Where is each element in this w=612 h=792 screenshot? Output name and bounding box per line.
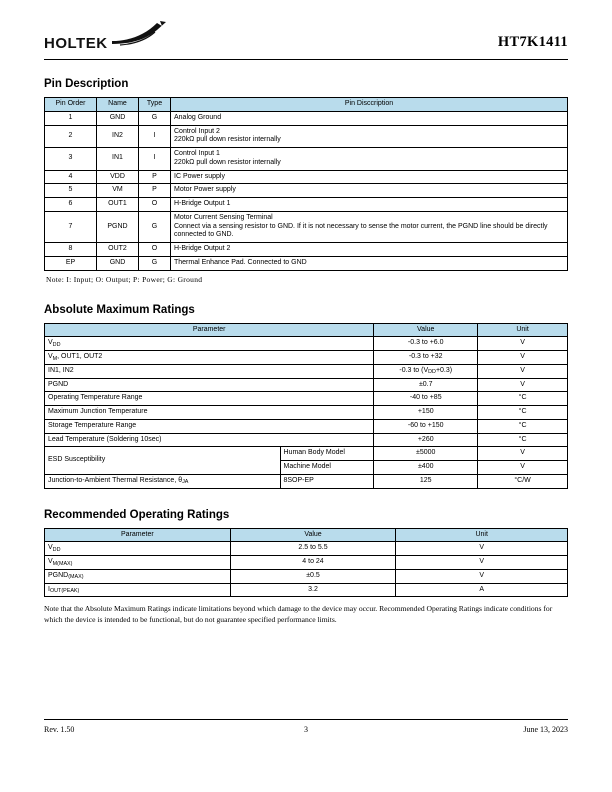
column-header-parameter: Parameter (45, 323, 374, 337)
cell-parameter: PGND (45, 378, 374, 392)
cell-unit: V (478, 351, 568, 365)
cell-unit: V (396, 556, 568, 570)
page-footer (44, 719, 568, 734)
cell-pin-type: I (139, 148, 171, 171)
footer-date: June 13, 2023 (523, 725, 568, 734)
table-row (45, 243, 568, 257)
column-header-name: Name (97, 98, 139, 112)
cell-unit: °C (478, 406, 568, 420)
cell-pin-order: 2 (45, 125, 97, 148)
absolute-maximum-ratings-table (44, 323, 568, 489)
table-row (45, 569, 568, 583)
table-row (45, 447, 568, 461)
cell-pin-description: Motor Current Sensing Terminal Connect via a sensing resistor to GND. If it is not necessary to sense the motor current, the PGND line should be directly connected to GND. (171, 211, 568, 242)
section-title-absolute-maximum-ratings: Absolute Maximum Ratings (44, 303, 195, 316)
table-row (45, 392, 568, 406)
table-row (45, 198, 568, 212)
column-header-description: Pin Disccription (171, 98, 568, 112)
pin-description-note: Note: I: Input; O: Output; P: Power; G: Ground (46, 274, 203, 284)
cell-value: +150 (374, 406, 478, 420)
table-row (45, 351, 568, 365)
table-row (45, 542, 568, 556)
table-row (45, 111, 568, 125)
cell-pin-name: OUT1 (97, 198, 139, 212)
cell-parameter: $V_{DD}$ (45, 542, 231, 556)
cell-pin-type: G (139, 256, 171, 270)
cell-value: ±0.5 (230, 569, 396, 583)
cell-unit: V (396, 542, 568, 556)
cell-pin-type: P (139, 184, 171, 198)
cell-parameter-condition: Human Body Model (280, 447, 374, 461)
table-row (45, 256, 568, 270)
cell-unit: V (478, 337, 568, 351)
cell-pin-type: P (139, 170, 171, 184)
cell-parameter: IN1, IN2 (45, 364, 374, 378)
part-number-title: HT7K1411 (497, 34, 568, 50)
column-header-unit: Unit (396, 528, 568, 542)
cell-pin-name: OUT2 (97, 243, 139, 257)
footer-revision: Rev. 1.50 (44, 725, 75, 734)
cell-pin-name: VM (97, 184, 139, 198)
cell-parameter: $PGND_{(MAX)}$ (45, 569, 231, 583)
logo-text: HOLTEK (44, 35, 108, 52)
table-row (45, 364, 568, 378)
cell-pin-order: 6 (45, 198, 97, 212)
cell-parameter-condition: Machine Model (280, 461, 374, 475)
column-header-parameter: Parameter (45, 528, 231, 542)
cell-pin-description: Analog Ground (171, 111, 568, 125)
cell-pin-order: 3 (45, 148, 97, 171)
cell-parameter: ESD Susceptibility (45, 447, 281, 475)
table-row (45, 583, 568, 597)
cell-unit: V (478, 447, 568, 461)
cell-value: ±0.7 (374, 378, 478, 392)
cell-pin-type: O (139, 243, 171, 257)
cell-pin-description: Thermal Enhance Pad. Connected to GND (171, 256, 568, 270)
pin-description-table (44, 97, 568, 271)
cell-unit: °C (478, 419, 568, 433)
table-row (45, 148, 568, 171)
cell-value: 3.2 (230, 583, 396, 597)
cell-pin-description: H-Bridge Output 2 (171, 243, 568, 257)
table-header-row (45, 323, 568, 337)
cell-value: +260 (374, 433, 478, 447)
cell-value: 2.5 to 5.5 (230, 542, 396, 556)
table-row (45, 474, 568, 488)
section-title-recommended-operating-ratings: Recommended Operating Ratings (44, 508, 230, 521)
cell-parameter: Storage Temperature Range (45, 419, 374, 433)
cell-value: 125 (374, 474, 478, 488)
cell-pin-name: GND (97, 111, 139, 125)
cell-pin-name: PGND (97, 211, 139, 242)
cell-parameter: $V_{DD}$ (45, 337, 374, 351)
table-row (45, 406, 568, 420)
table-row (45, 419, 568, 433)
cell-unit: °C/W (478, 474, 568, 488)
cell-unit: A (396, 583, 568, 597)
cell-pin-type: G (139, 211, 171, 242)
table-row (45, 184, 568, 198)
cell-parameter: $V_M$, OUT1, OUT2 (45, 351, 374, 365)
table-header-row (45, 528, 568, 542)
table-row (45, 211, 568, 242)
holtek-logo (44, 22, 168, 53)
cell-unit: V (396, 569, 568, 583)
cell-pin-order: 5 (45, 184, 97, 198)
cell-value: 4 to 24 (230, 556, 396, 570)
table-row (45, 556, 568, 570)
cell-parameter: Operating Temperature Range (45, 392, 374, 406)
cell-pin-name: IN1 (97, 148, 139, 171)
cell-parameter: $V_{M(MAX)}$ (45, 556, 231, 570)
column-header-unit: Unit (478, 323, 568, 337)
column-header-value: Value (230, 528, 396, 542)
cell-unit: °C (478, 392, 568, 406)
cell-value: -0.3 to +6.0 (374, 337, 478, 351)
cell-unit: V (478, 461, 568, 475)
cell-pin-name: GND (97, 256, 139, 270)
cell-value: ±400 (374, 461, 478, 475)
cell-pin-order: 4 (45, 170, 97, 184)
column-header-pin-order: Pin Order (45, 98, 97, 112)
holtek-swoosh-icon (110, 20, 168, 51)
recommended-operating-ratings-table (44, 528, 568, 598)
cell-pin-description: Control Input 1 220kΩ pull down resistor internally (171, 148, 568, 171)
recommended-ratings-footnote: Note that the Absolute Maximum Ratings indicate limitations beyond which damage to the device may occur. Recommended Operating Ratings indicate conditions for which the device is intended to be functional, but do not guarantee specified performance limits. (44, 604, 553, 625)
page-header (44, 22, 568, 60)
cell-pin-description: Control Input 2 220kΩ pull down resistor internally (171, 125, 568, 148)
cell-pin-order: 7 (45, 211, 97, 242)
cell-pin-description: Motor Power supply (171, 184, 568, 198)
cell-pin-description: H-Bridge Output 1 (171, 198, 568, 212)
cell-value: -60 to +150 (374, 419, 478, 433)
cell-pin-type: G (139, 111, 171, 125)
cell-unit: V (478, 364, 568, 378)
cell-pin-description: IC Power supply (171, 170, 568, 184)
column-header-value: Value (374, 323, 478, 337)
cell-value: -40 to +85 (374, 392, 478, 406)
footer-page-number: 3 (304, 725, 308, 734)
cell-parameter: Junction-to-Ambient Thermal Resistance, $\theta_{JA}$ (45, 474, 281, 488)
cell-unit: °C (478, 433, 568, 447)
cell-pin-name: IN2 (97, 125, 139, 148)
cell-parameter: Maximum Junction Temperature (45, 406, 374, 420)
cell-pin-order: 1 (45, 111, 97, 125)
table-row (45, 337, 568, 351)
cell-pin-order: EP (45, 256, 97, 270)
table-row (45, 378, 568, 392)
cell-parameter: Lead Temperature (Soldering 10sec) (45, 433, 374, 447)
cell-pin-name: VDD (97, 170, 139, 184)
cell-parameter-condition: 8SOP-EP (280, 474, 374, 488)
cell-pin-type: I (139, 125, 171, 148)
table-header-row (45, 98, 568, 112)
column-header-type: Type (139, 98, 171, 112)
section-title-pin-description: Pin Description (44, 78, 129, 90)
cell-pin-order: 8 (45, 243, 97, 257)
table-row (45, 125, 568, 148)
cell-pin-type: O (139, 198, 171, 212)
cell-value: -0.3 to +32 (374, 351, 478, 365)
cell-parameter: $I_{OUT(PEAK)}$ (45, 583, 231, 597)
table-row (45, 433, 568, 447)
table-row (45, 170, 568, 184)
cell-value: -0.3 to $(V_{DD}+0.3)$ (374, 364, 478, 378)
cell-unit: V (478, 378, 568, 392)
cell-value: ±5000 (374, 447, 478, 461)
